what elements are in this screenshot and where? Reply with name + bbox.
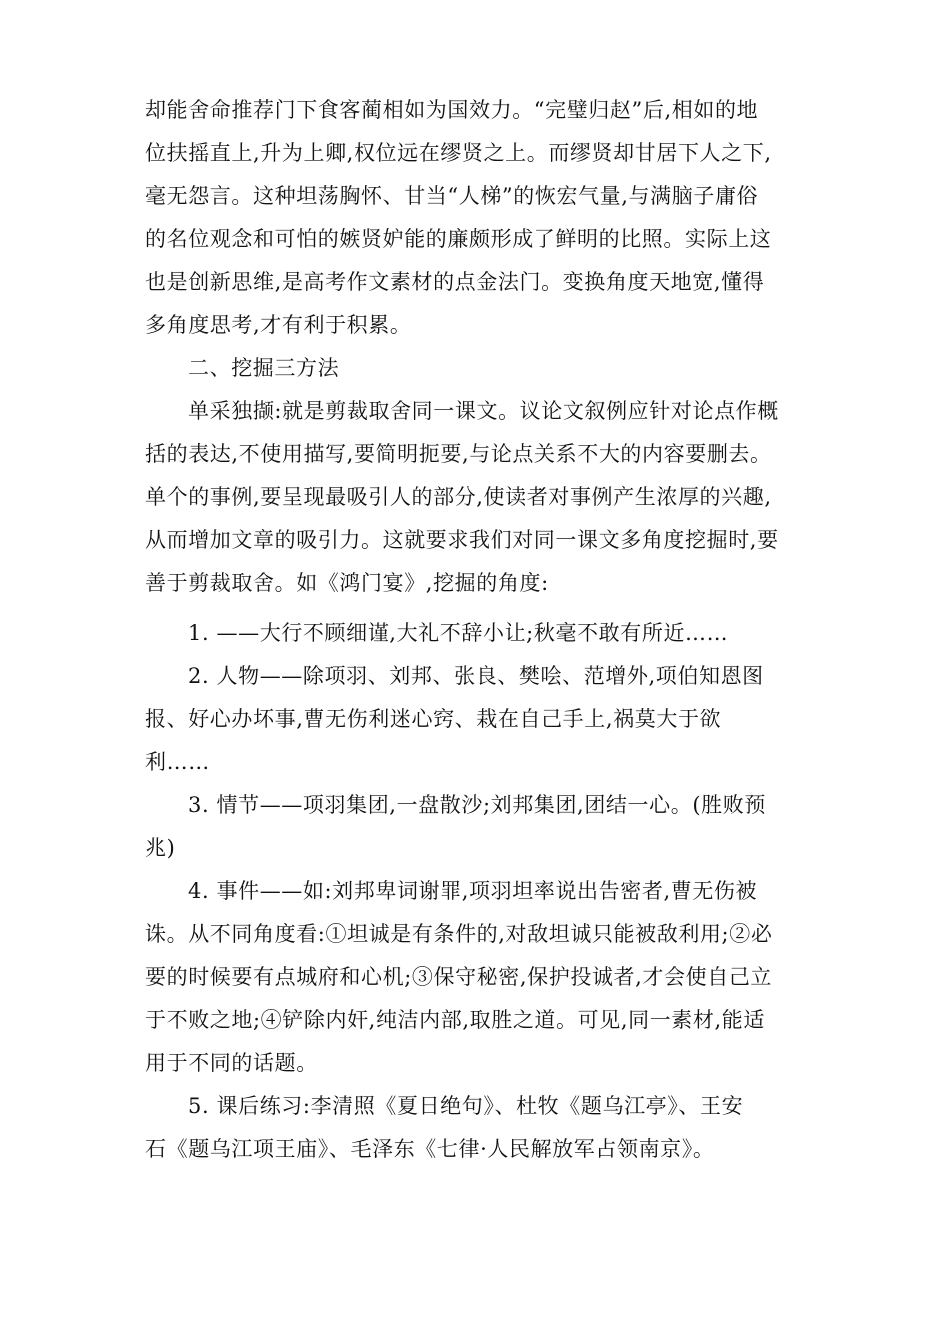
list-item: 4. 事件——如:刘邦卑词谢罪,项羽坦率说出告密者,曹无伤被	[188, 879, 758, 903]
text-line: 单个的事例,要呈现最吸引人的部分,使读者对事例产生浓厚的兴趣,	[145, 485, 772, 509]
text-line: 的名位观念和可怕的嫉贤妒能的廉颇形成了鲜明的比照。实际上这	[145, 227, 772, 251]
text-line: 石《题乌江项王庙》、毛泽东《七律·人民解放军占领南京》。	[145, 1137, 715, 1161]
list-item: 1. ——大行不顾细谨,大礼不辞小让;秋毫不敢有所近……	[188, 621, 729, 645]
text-line: 兆)	[145, 836, 176, 860]
text-line: 括的表达,不使用描写,要简明扼要,与论点关系不大的内容要删去。	[145, 442, 772, 466]
list-item: 5. 课后练习:李清照《夏日绝句》、杜牧《题乌江亭》、王安	[188, 1094, 744, 1118]
text-line: 多角度思考,才有利于积累。	[145, 313, 412, 337]
text-line: 要的时候要有点城府和心机;③保守秘密,保护投诚者,才会使自己立	[145, 965, 773, 989]
text-line: 善于剪裁取舍。如《鸿门宴》,挖掘的角度:	[145, 571, 549, 595]
text-line: 诛。从不同角度看:①坦诚是有条件的,对敌坦诚只能被敌利用;②必	[145, 922, 773, 946]
text-line: 也是创新思维,是高考作文素材的点金法门。变换角度天地宽,懂得	[145, 270, 765, 294]
text-line: 用于不同的话题。	[145, 1051, 318, 1075]
list-item: 3. 情节——项羽集团,一盘散沙;刘邦集团,团结一心。(胜败预	[188, 793, 766, 817]
text-line: 毫无怨言。这种坦荡胸怀、甘当“人梯”的恢宏气量,与满脑子庸俗	[145, 184, 759, 208]
text-line: 报、好心办坏事,曹无伤利迷心窍、栽在自己手上,祸莫大于欲	[145, 707, 722, 731]
text-line: 从而增加文章的吸引力。这就要求我们对同一课文多角度挖掘时,要	[145, 528, 779, 552]
text-line: 却能舍命推荐门下食客蔺相如为国效力。“完璧归赵”后,相如的地	[145, 98, 759, 122]
text-line: 位扶摇直上,升为上卿,权位远在缪贤之上。而缪贤却甘居下人之下,	[145, 141, 772, 165]
text-line: 单采独撷:就是剪裁取舍同一课文。议论文叙例应针对论点作概	[188, 399, 779, 423]
section-heading: 二、挖掘三方法	[188, 356, 340, 380]
list-item: 2. 人物——除项羽、刘邦、张良、樊哙、范增外,项伯知恩图	[188, 664, 764, 688]
text-line: 利……	[145, 750, 210, 774]
text-line: 于不败之地;④铲除内奸,纯洁内部,取胜之道。可见,同一素材,能适	[145, 1008, 765, 1032]
